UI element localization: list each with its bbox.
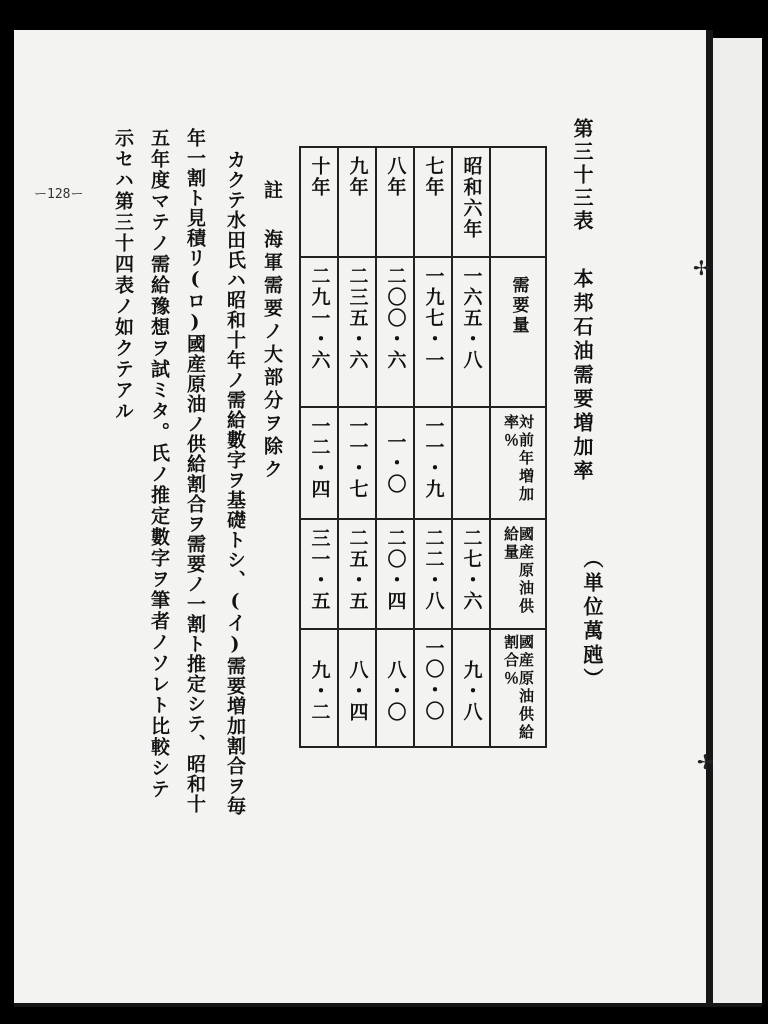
page-bottom-edge	[14, 1003, 762, 1007]
year-cell: 八年	[384, 156, 407, 198]
ratio-cell: 八・〇	[384, 660, 407, 723]
table-note: 註 海軍需要ノ大部分ヲ除ク	[261, 180, 283, 482]
header-increase: 対前年増加率％	[502, 414, 535, 504]
demand-cell: 二三五・六	[346, 266, 369, 371]
header-ratio: 國産原油供給割合％	[502, 634, 535, 742]
paragraph-line: 示セハ第三十四表ノ如クテアル	[112, 128, 134, 422]
header-demand: 需要量	[508, 276, 529, 336]
ratio-cell: 一〇・〇	[422, 638, 445, 722]
paragraph-line: 年一割ト見積リ(ロ)國産原油ノ供給割合ヲ需要ノ一割ト推定シテ、昭和十	[184, 128, 206, 814]
increase-cell: 一二・四	[308, 416, 331, 500]
increase-cell: 一一・七	[346, 416, 369, 500]
increase-cell: 一一・九	[422, 416, 445, 500]
paragraph-line: カクテ水田氏ハ昭和十年ノ需給數字ヲ基礎トシ、(イ)需要増加割合ヲ毎	[224, 150, 246, 816]
margin-annotation: ー128ー	[34, 187, 84, 202]
supply-cell: 二五・五	[346, 528, 369, 612]
binding-mark: ✢	[697, 750, 714, 774]
increase-cell: 一・〇	[384, 432, 407, 495]
binding-mark: ✢	[693, 256, 710, 280]
demand-cell: 一九七・一	[422, 266, 445, 371]
supply-cell: 三一・五	[308, 528, 331, 612]
page-gutter	[706, 30, 713, 1005]
supply-cell: 二〇・四	[384, 528, 407, 612]
table-title: 本邦石油需要増加率	[570, 268, 594, 484]
ratio-cell: 九・八	[460, 660, 483, 723]
year-cell: 七年	[422, 156, 445, 198]
year-cell: 昭和六年	[460, 156, 483, 240]
supply-cell: 二二・八	[422, 528, 445, 612]
header-supply: 國産原油供給量	[502, 526, 535, 616]
table-number: 第三十三表	[570, 118, 594, 233]
supply-cell: 二七・六	[460, 528, 483, 612]
demand-cell: 二〇〇・六	[384, 266, 407, 371]
demand-cell: 一六五・八	[460, 266, 483, 371]
facing-page-edge	[712, 38, 762, 1003]
year-cell: 九年	[346, 156, 369, 198]
ratio-cell: 九・二	[308, 660, 331, 723]
table-unit: （単位萬瓲）	[580, 548, 604, 692]
year-cell: 十年	[308, 156, 331, 198]
data-table	[299, 146, 547, 748]
paragraph-line: 五年度マテノ需給豫想ヲ試ミタ。氏ノ推定數字ヲ筆者ノソレト比較シテ	[148, 128, 170, 800]
ratio-cell: 八・四	[346, 660, 369, 723]
demand-cell: 二九一・六	[308, 266, 331, 371]
